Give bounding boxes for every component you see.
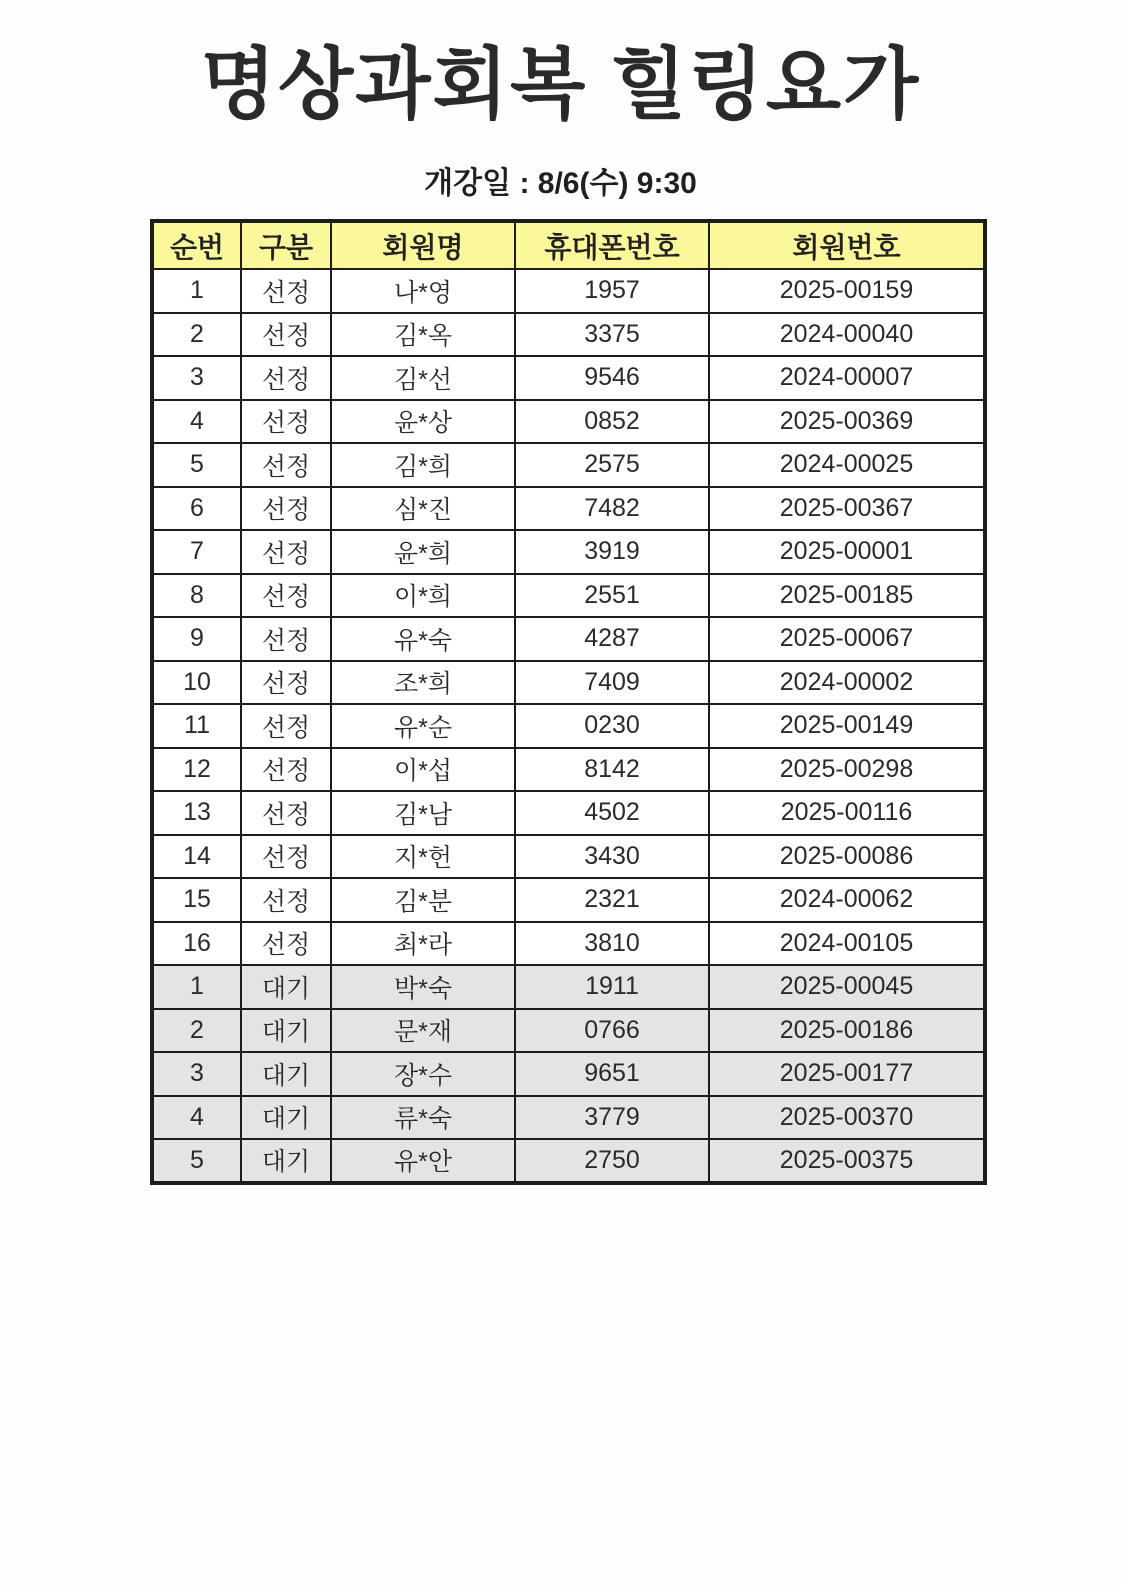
cell-member-name: 김*선: [331, 356, 515, 400]
table-row: [152, 922, 985, 966]
table-row: [152, 313, 985, 357]
cell-order-no: 4: [152, 1096, 241, 1140]
cell-phone: 9651: [515, 1052, 709, 1096]
cell-phone: 3430: [515, 835, 709, 879]
cell-category: 선정: [241, 313, 331, 357]
cell-phone: 4502: [515, 791, 709, 835]
cell-member-id: 2025-00116: [709, 791, 985, 835]
cell-order-no: 14: [152, 835, 241, 879]
table-row: [152, 1052, 985, 1096]
cell-phone: 0852: [515, 400, 709, 444]
roster-table-header: [152, 221, 985, 269]
cell-order-no: 5: [152, 443, 241, 487]
cell-order-no: 11: [152, 704, 241, 748]
cell-phone: 9546: [515, 356, 709, 400]
cell-member-name: 심*진: [331, 487, 515, 531]
cell-category: 선정: [241, 530, 331, 574]
header-category: 구분: [241, 221, 331, 269]
cell-member-name: 이*희: [331, 574, 515, 618]
cell-category: 선정: [241, 748, 331, 792]
cell-order-no: 12: [152, 748, 241, 792]
cell-member-id: 2025-00186: [709, 1009, 985, 1053]
table-row: [152, 704, 985, 748]
cell-order-no: 5: [152, 1139, 241, 1183]
table-row: [152, 400, 985, 444]
cell-member-name: 나*영: [331, 269, 515, 313]
cell-category: 선정: [241, 922, 331, 966]
cell-member-name: 류*숙: [331, 1096, 515, 1140]
roster-table: [150, 219, 987, 1185]
cell-member-name: 유*순: [331, 704, 515, 748]
cell-member-id: 2025-00045: [709, 965, 985, 1009]
cell-member-id: 2024-00105: [709, 922, 985, 966]
cell-order-no: 4: [152, 400, 241, 444]
cell-order-no: 2: [152, 313, 241, 357]
table-row: [152, 1139, 985, 1183]
cell-member-id: 2025-00149: [709, 704, 985, 748]
document-title: 명상과회복 힐링요가: [200, 40, 921, 128]
cell-member-name: 김*분: [331, 878, 515, 922]
table-row: [152, 487, 985, 531]
cell-category: 선정: [241, 617, 331, 661]
cell-order-no: 8: [152, 574, 241, 618]
cell-member-name: 문*재: [331, 1009, 515, 1053]
cell-phone: 2575: [515, 443, 709, 487]
table-row: [152, 574, 985, 618]
table-row: [152, 356, 985, 400]
cell-order-no: 15: [152, 878, 241, 922]
cell-phone: 8142: [515, 748, 709, 792]
header-row: [152, 221, 985, 269]
header-member-name: 회원명: [331, 221, 515, 269]
table-row: [152, 748, 985, 792]
cell-category: 선정: [241, 269, 331, 313]
cell-phone: 1911: [515, 965, 709, 1009]
cell-category: 대기: [241, 1052, 331, 1096]
cell-category: 선정: [241, 878, 331, 922]
cell-phone: 3779: [515, 1096, 709, 1140]
table-row: [152, 1009, 985, 1053]
cell-category: 선정: [241, 835, 331, 879]
table-row: [152, 443, 985, 487]
cell-order-no: 13: [152, 791, 241, 835]
cell-category: 선정: [241, 400, 331, 444]
cell-order-no: 3: [152, 1052, 241, 1096]
cell-category: 선정: [241, 487, 331, 531]
cell-member-id: 2025-00298: [709, 748, 985, 792]
cell-order-no: 10: [152, 661, 241, 705]
cell-order-no: 1: [152, 269, 241, 313]
header-phone: 휴대폰번호: [515, 221, 709, 269]
cell-member-id: 2024-00040: [709, 313, 985, 357]
cell-member-name: 김*옥: [331, 313, 515, 357]
cell-member-id: 2025-00067: [709, 617, 985, 661]
cell-member-id: 2025-00001: [709, 530, 985, 574]
header-member-id: 회원번호: [709, 221, 985, 269]
cell-phone: 2551: [515, 574, 709, 618]
cell-order-no: 16: [152, 922, 241, 966]
header-order-no: 순번: [152, 221, 241, 269]
table-row: [152, 1096, 985, 1140]
table-row: [152, 617, 985, 661]
cell-category: 대기: [241, 1096, 331, 1140]
cell-member-name: 윤*상: [331, 400, 515, 444]
cell-member-id: 2024-00025: [709, 443, 985, 487]
cell-phone: 3375: [515, 313, 709, 357]
cell-category: 대기: [241, 1139, 331, 1183]
cell-category: 대기: [241, 1009, 331, 1053]
cell-phone: 2750: [515, 1139, 709, 1183]
cell-phone: 7482: [515, 487, 709, 531]
cell-member-id: 2025-00159: [709, 269, 985, 313]
cell-phone: 0766: [515, 1009, 709, 1053]
cell-order-no: 2: [152, 1009, 241, 1053]
table-row: [152, 878, 985, 922]
cell-category: 대기: [241, 965, 331, 1009]
cell-order-no: 6: [152, 487, 241, 531]
cell-category: 선정: [241, 443, 331, 487]
cell-member-name: 최*라: [331, 922, 515, 966]
cell-order-no: 3: [152, 356, 241, 400]
cell-member-name: 김*희: [331, 443, 515, 487]
cell-member-name: 유*숙: [331, 617, 515, 661]
cell-member-id: 2024-00007: [709, 356, 985, 400]
cell-member-name: 조*희: [331, 661, 515, 705]
course-start-date: 개강일 : 8/6(수) 9:30: [424, 167, 697, 200]
cell-category: 선정: [241, 574, 331, 618]
cell-order-no: 9: [152, 617, 241, 661]
cell-phone: 7409: [515, 661, 709, 705]
cell-member-id: 2025-00375: [709, 1139, 985, 1183]
cell-phone: 4287: [515, 617, 709, 661]
table-row: [152, 530, 985, 574]
cell-member-id: 2025-00367: [709, 487, 985, 531]
cell-category: 선정: [241, 661, 331, 705]
table-row: [152, 791, 985, 835]
cell-phone: 0230: [515, 704, 709, 748]
cell-category: 선정: [241, 791, 331, 835]
cell-member-id: 2025-00185: [709, 574, 985, 618]
cell-order-no: 1: [152, 965, 241, 1009]
table-row: [152, 661, 985, 705]
table-row: [152, 965, 985, 1009]
cell-member-id: 2025-00370: [709, 1096, 985, 1140]
cell-phone: 1957: [515, 269, 709, 313]
cell-member-name: 윤*희: [331, 530, 515, 574]
cell-member-name: 박*숙: [331, 965, 515, 1009]
roster-table-body: [152, 269, 985, 1183]
cell-member-id: 2025-00086: [709, 835, 985, 879]
table-row: [152, 835, 985, 879]
table-row: [152, 269, 985, 313]
cell-member-name: 지*헌: [331, 835, 515, 879]
cell-member-id: 2024-00002: [709, 661, 985, 705]
cell-phone: 3810: [515, 922, 709, 966]
cell-category: 선정: [241, 356, 331, 400]
cell-member-name: 장*수: [331, 1052, 515, 1096]
cell-member-id: 2024-00062: [709, 878, 985, 922]
cell-order-no: 7: [152, 530, 241, 574]
cell-member-id: 2025-00177: [709, 1052, 985, 1096]
cell-member-name: 김*남: [331, 791, 515, 835]
cell-category: 선정: [241, 704, 331, 748]
cell-phone: 2321: [515, 878, 709, 922]
cell-member-name: 이*섭: [331, 748, 515, 792]
cell-member-id: 2025-00369: [709, 400, 985, 444]
cell-member-name: 유*안: [331, 1139, 515, 1183]
cell-phone: 3919: [515, 530, 709, 574]
